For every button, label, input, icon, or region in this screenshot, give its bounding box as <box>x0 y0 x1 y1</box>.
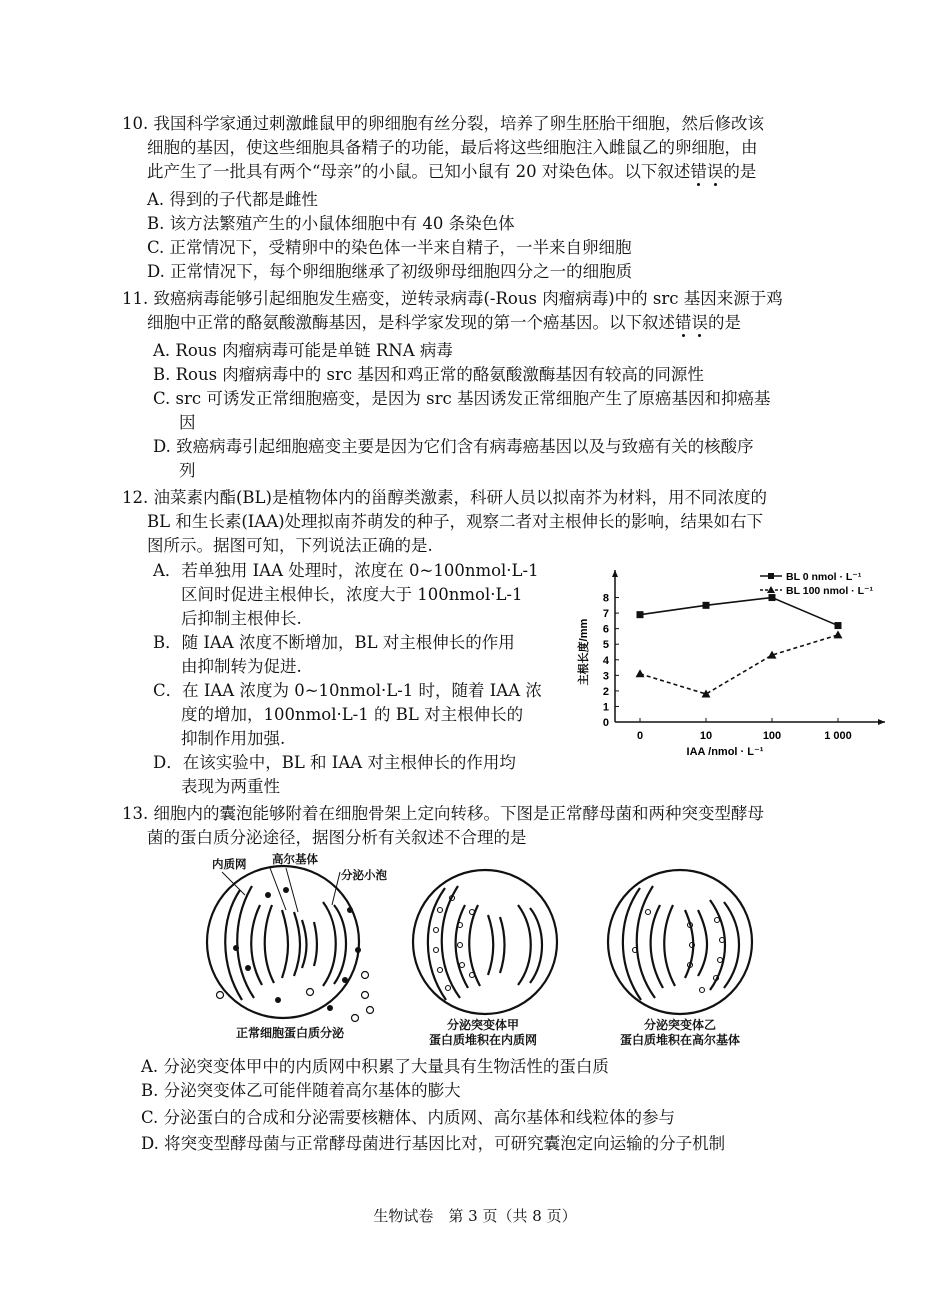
label-vesicle: 分泌小泡 <box>341 868 387 882</box>
caption-normal: 正常细胞蛋白质分泌 <box>235 1026 344 1040</box>
series-line-1 <box>640 598 838 626</box>
q13-option-b: B. 分泌突变体乙可能伴随着高尔基体的膨大 <box>141 1081 461 1100</box>
q11-option-c: C. src 可诱发正常细胞癌变，是因为 src 基因诱发正常细胞产生了原癌基因和抑癌基 <box>153 389 771 408</box>
x-tick-label: 10 <box>699 730 713 742</box>
q10-stem-line-3 <box>147 161 756 183</box>
q11-option-a: A. Rous 肉瘤病毒可能是单链 RNA 病毒 <box>153 341 453 360</box>
y-tick-label: 7 <box>602 608 609 621</box>
q12-option-a-cont-1: 区间时促进主根伸长，浓度大于 100nmol·L-1 <box>181 585 523 604</box>
label-golgi: 高尔基体 <box>272 852 318 866</box>
label-er: 内质网 <box>212 857 247 871</box>
x-axis-label: IAA /nmol · L⁻¹ <box>686 746 764 758</box>
q10-option-b: B. 该方法繁殖产生的小鼠体细胞中有 40 条染色体 <box>147 214 515 233</box>
data-point-square <box>637 611 644 618</box>
q12-option-d-cont: 表现为两重性 <box>181 777 280 796</box>
q11-stem-tail: 的是 <box>708 313 741 332</box>
q12-stem-line-1: 12. 油菜素内酯(BL)是植物体内的甾醇类激素，科研人员以拟南芥为材料，用不同浓度的 <box>122 488 767 507</box>
q10-stem-line-1: 10. 我国科学家通过刺激雌鼠甲的卵细胞有丝分裂，培养了卵生胚胎干细胞，然后修改该 <box>122 114 764 133</box>
y-axis-label: 主根长度/mm <box>578 618 590 686</box>
y-tick-label: 8 <box>602 592 609 605</box>
data-point-square <box>703 602 710 609</box>
x-axis-arrow <box>878 719 885 725</box>
q11-emphasis <box>675 313 708 332</box>
y-tick-label: 3 <box>602 670 609 683</box>
series-line-2 <box>640 635 838 694</box>
q13-stem-line-2: 菌的蛋白质分泌途径，据图分析有关叙述不合理的是 <box>147 828 527 847</box>
q12-option-c-cont-1: 度的增加，100nmol·L-1 的 BL 对主根伸长的 <box>181 705 524 724</box>
mutant-b-cell-diagram <box>608 870 752 1014</box>
q13-option-a: A. 分泌突变体甲中的内质网中积累了大量具有生物活性的蛋白质 <box>141 1057 609 1076</box>
legend-marker-square <box>768 573 774 579</box>
q10-stem-text: 此产生了一批具有两个“母亲”的小鼠。已知小鼠有 20 对染色体。以下叙述 <box>147 162 691 181</box>
y-axis-arrow <box>612 570 618 577</box>
q10-emphasis-char: 错 <box>690 162 707 181</box>
q11-stem-text: 细胞中正常的酪氨酸激酶基因，是科学家发现的第一个癌基因。以下叙述 <box>147 313 675 332</box>
q11-stem-line-2 <box>147 312 741 334</box>
data-point-square <box>835 622 842 629</box>
mutant-a-cell-diagram <box>413 870 557 1014</box>
q10-option-d: D. 正常情况下，每个卵细胞继承了初级卵母细胞四分之一的细胞质 <box>147 262 633 281</box>
caption-mutant-a-desc: 蛋白质堆积在内质网 <box>428 1033 537 1047</box>
q12-option-b: B．随 IAA 浓度不断增加，BL 对主根伸长的作用 <box>153 633 515 652</box>
q11-option-d-cont: 列 <box>179 461 196 480</box>
q11-stem-line-1: 11. 致癌病毒能够引起细胞发生癌变，逆转录病毒(-Rous 肉瘤病毒)中的 src 基因来源于鸡 <box>122 289 783 308</box>
data-point-triangle <box>834 630 843 638</box>
q12-stem-line-2: BL 和生长素(IAA)处理拟南芥萌发的种子，观察二者对主根伸长的影响，结果如右下 <box>147 512 764 531</box>
q11-option-b: B. Rous 肉瘤病毒中的 src 基因和鸡正常的酪氨酸激酶基因有较高的同源性 <box>153 365 704 384</box>
q12-option-b-cont: 由抑制转为促进. <box>181 657 302 676</box>
q10-option-a: A. 得到的子代都是雌性 <box>147 190 318 209</box>
q12-option-a-cont-2: 后抑制主根伸长. <box>181 609 302 628</box>
q10-stem-tail: 的是 <box>723 162 757 181</box>
q11-option-c-cont: 因 <box>179 413 196 432</box>
q10-emphasis-char: 误 <box>706 162 724 181</box>
y-tick-label: 5 <box>602 639 609 652</box>
q10-option-c: C. 正常情况下，受精卵中的染色体一半来自精子，一半来自卵细胞 <box>147 238 632 257</box>
q11-emphasis-char: 误 <box>691 313 708 332</box>
y-tick-label: 2 <box>602 685 609 698</box>
q13-option-c: C. 分泌蛋白的合成和分泌需要核糖体、内质网、高尔基体和线粒体的参与 <box>141 1108 676 1127</box>
data-point-triangle <box>636 669 645 677</box>
q10-emphasis <box>690 162 723 181</box>
data-point-square <box>769 594 776 601</box>
q11-option-d: D. 致癌病毒引起细胞癌变主要是因为它们含有病毒癌基因以及与致癌有关的核酸序 <box>153 437 754 456</box>
caption-mutant-b-desc: 蛋白质堆积在高尔基体 <box>619 1033 740 1047</box>
q12-option-c: C．在 IAA 浓度为 0~10nmol·L-1 时，随着 IAA 浓 <box>153 681 542 700</box>
legend-label-2: BL 100 nmol · L⁻¹ <box>786 585 874 597</box>
x-tick-label: 0 <box>636 730 644 742</box>
normal-cell-diagram <box>207 866 374 1022</box>
y-tick-label: 0 <box>602 717 609 729</box>
y-tick-label: 4 <box>602 654 609 667</box>
q12-option-a: A．若单独用 IAA 处理时，浓度在 0~100nmol·L-1 <box>153 561 539 580</box>
cell-secretion-figure <box>190 850 780 1025</box>
page-footer: 生物试卷 第 3 页（共 8 页） <box>373 1207 577 1225</box>
q13-stem-line-1: 13. 细胞内的囊泡能够附着在细胞骨架上定向转移。下图是正常酵母菌和两种突变型酵母 <box>122 804 764 823</box>
legend-marker-triangle <box>767 586 775 593</box>
q12-option-d: D．在该实验中，BL 和 IAA 对主根伸长的作用均 <box>153 753 516 772</box>
legend-label-1: BL 0 nmol · L⁻¹ <box>786 571 862 583</box>
q10-stem-line-2: 细胞的基因，使这些细胞具备精子的功能，最后将这些细胞注入雌鼠乙的卵细胞，由 <box>147 138 758 157</box>
y-tick-label: 6 <box>602 623 609 636</box>
y-tick-label: 1 <box>602 701 609 714</box>
q11-emphasis-char: 错 <box>675 313 692 332</box>
caption-mutant-b-title: 分泌突变体乙 <box>643 1018 716 1032</box>
caption-mutant-a-title: 分泌突变体甲 <box>446 1018 519 1032</box>
x-tick-label: 1 000 <box>824 730 852 742</box>
q13-option-d: D. 将突变型酵母菌与正常酵母菌进行基因比对，可研究囊泡定向运输的分子机制 <box>141 1134 726 1153</box>
iaa-bl-line-chart <box>560 560 890 760</box>
q12-option-c-cont-2: 抑制作用加强. <box>181 729 286 748</box>
x-tick-label: 100 <box>762 730 782 742</box>
q12-stem-line-3: 图所示。据图可知，下列说法正确的是. <box>147 536 433 555</box>
